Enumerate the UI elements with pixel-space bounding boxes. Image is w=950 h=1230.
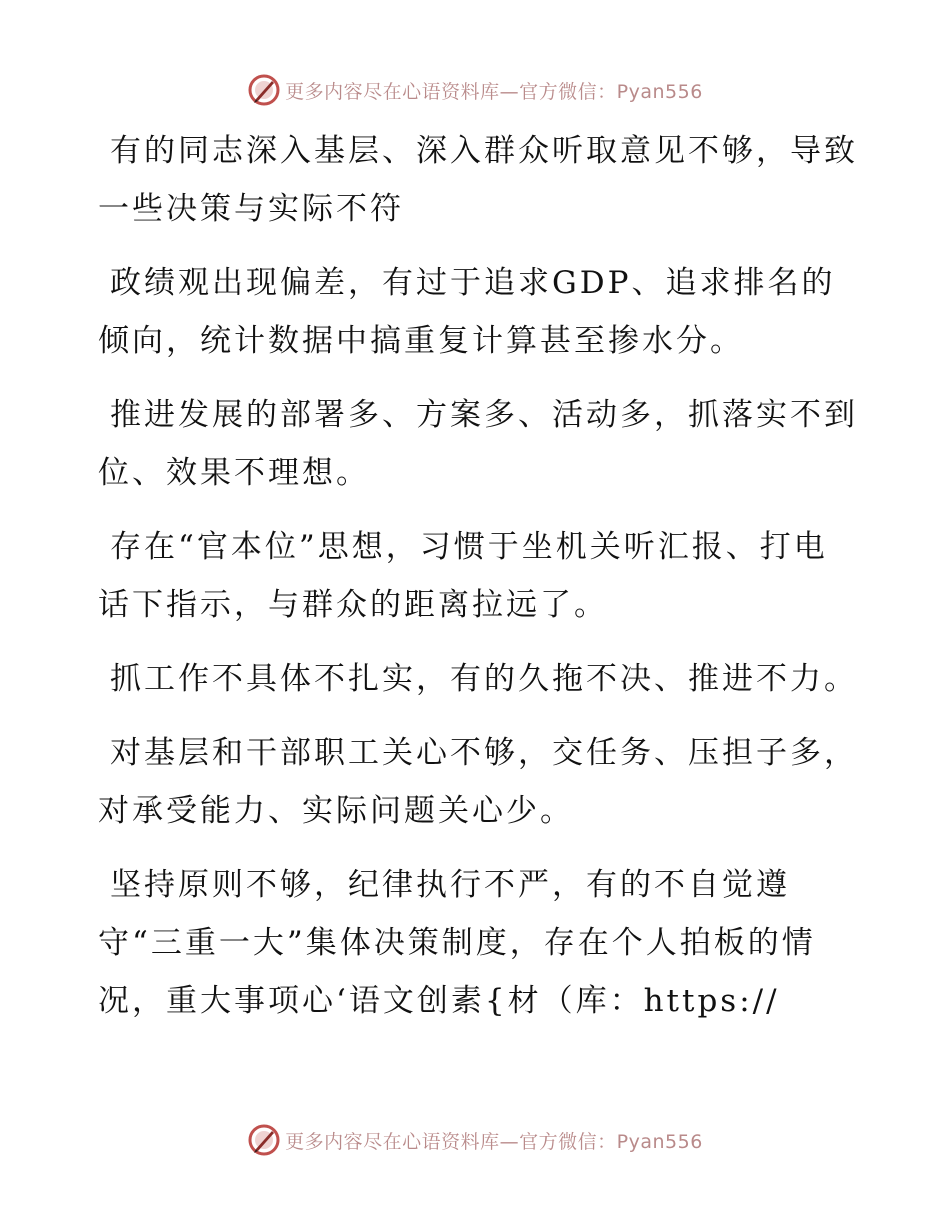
paragraph: 有的同志深入基层、深入群众听取意见不够，导致一些决策与实际不符 [98, 133, 858, 227]
paragraph: 坚持原则不够，纪律执行不严，有的不自觉遵守“三重一大”集体决策制度，存在个人拍板的情况，重大事项心‘语文创素{材（库：https:// [98, 867, 816, 1019]
paragraph: 抓工作不具体不扎实，有的久拖不决、推进不力。 [110, 661, 858, 697]
paragraph: 推进发展的部署多、方案多、活动多，抓落实不到位、效果不理想。 [98, 397, 858, 491]
header-watermark-text [285, 77, 703, 104]
pen-logo-icon [247, 1123, 281, 1157]
footer-brand: 更多内容尽在心语资料库 [285, 1130, 500, 1153]
header-watermark [0, 70, 950, 110]
header-contact: 官方微信：Pyan556 [519, 80, 703, 103]
footer-separator: — [499, 1130, 520, 1153]
footer-watermark [0, 1120, 950, 1160]
document-body [98, 122, 858, 1046]
paragraph: 政绩观出现偏差，有过于追求GDP、追求排名的倾向，统计数据中搞重复计算甚至掺水分。 [98, 265, 836, 359]
header-brand: 更多内容尽在心语资料库 [285, 80, 500, 103]
footer-watermark-text [285, 1127, 703, 1154]
paragraph: 对基层和干部职工关心不够，交任务、压担子多，对承受能力、实际问题关心少。 [98, 735, 858, 829]
pen-logo-icon [247, 73, 281, 107]
paragraph: 存在“官本位”思想，习惯于坐机关听汇报、打电话下指示，与群众的距离拉远了。 [98, 529, 828, 623]
header-separator: — [499, 80, 520, 103]
footer-contact: 官方微信：Pyan556 [519, 1130, 703, 1153]
